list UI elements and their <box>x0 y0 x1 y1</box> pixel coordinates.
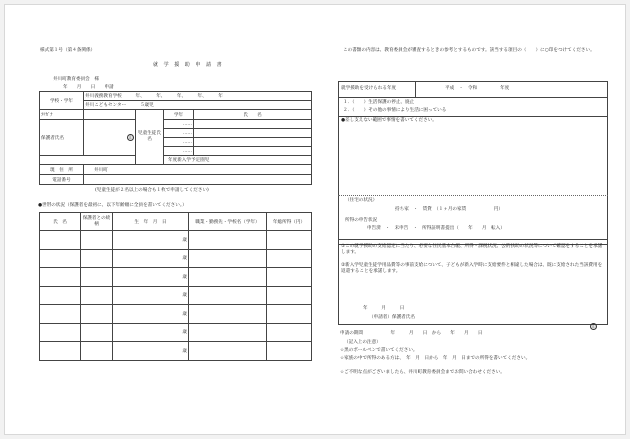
tax-field[interactable]: 申告済 ・ 未申告 ・ 所得証明書提出（ 年 月 転入） <box>367 226 505 231</box>
signature-date[interactable]: 年 月 日 <box>363 306 405 311</box>
hh-cell[interactable] <box>81 249 113 268</box>
hh-cell[interactable] <box>189 231 267 250</box>
hh-cell[interactable] <box>189 268 267 287</box>
hh-cell[interactable] <box>267 268 312 287</box>
furigana-field[interactable] <box>84 110 136 120</box>
application-period: 申請の期間 年 月 日 から 年 月 日 <box>340 331 483 336</box>
hh-cell[interactable] <box>81 342 113 361</box>
hh-cell[interactable] <box>267 323 312 342</box>
reason-option-1[interactable]: １．（ ）生活保護の停止、廃止 <box>343 100 415 105</box>
seal-mark: 印 <box>128 135 133 140</box>
student-grade-field-2[interactable]: …… <box>164 129 194 138</box>
hh-cell[interactable] <box>189 342 267 361</box>
housing-field[interactable]: 持ち家 ・ 賃貸 （１ヶ月の家賃 円） <box>395 207 503 212</box>
hh-birthdate-field[interactable]: 歳 <box>113 268 189 287</box>
household-heading: ●世帯の状況（保護者を最初に、以下年齢順に全員を書いてください。） <box>38 203 187 208</box>
school-row-2: 井川こどもセンター ５歳児 <box>84 101 312 110</box>
student-grade-field-4[interactable]: …… <box>164 147 194 156</box>
hh-cell[interactable] <box>267 286 312 305</box>
hh-cell[interactable] <box>267 249 312 268</box>
divider <box>338 116 608 117</box>
note-item: ☆黒のボールペンで書いてください。 <box>340 348 418 353</box>
hh-header-name: 氏 名 <box>40 213 81 231</box>
hh-birthdate-field[interactable]: 歳 <box>113 305 189 324</box>
hh-cell[interactable] <box>267 231 312 250</box>
hh-cell[interactable] <box>40 268 81 287</box>
hh-birthdate-field[interactable]: 歳 <box>113 249 189 268</box>
student-grade-field-1[interactable]: …… <box>164 120 194 129</box>
school-grade-label: 学校・学年 <box>40 92 84 110</box>
divider <box>415 81 416 97</box>
application-date: 年 月 日 申請 <box>63 85 114 90</box>
student-name-field-1[interactable] <box>194 120 312 129</box>
hh-cell[interactable] <box>81 286 113 305</box>
divider <box>338 195 608 196</box>
table-row <box>40 342 312 361</box>
divider <box>338 97 608 98</box>
furigana-label: ﾌﾘｶﾞﾅ <box>40 110 84 120</box>
application-form <box>4 4 626 435</box>
hh-birthdate-field[interactable]: 歳 <box>113 323 189 342</box>
name-col-header: 氏 名 <box>194 110 312 120</box>
phone-label: 電話番号 <box>40 175 84 185</box>
household-table <box>39 212 312 361</box>
hh-cell[interactable] <box>189 305 267 324</box>
signature-label: （申請者）保護者氏名 <box>369 315 415 320</box>
hh-birthdate-field[interactable]: 歳 <box>113 231 189 250</box>
table-row <box>40 305 312 324</box>
hh-cell[interactable] <box>189 249 267 268</box>
guardian-name-field[interactable] <box>84 120 136 156</box>
hh-cell[interactable] <box>40 249 81 268</box>
hh-cell[interactable] <box>189 286 267 305</box>
hh-header-occupation: 職業・勤務先・学校名（学年） <box>189 213 267 231</box>
notes-heading: （記入上の注意） <box>344 340 381 345</box>
hh-birthdate-field[interactable]: 歳 <box>113 286 189 305</box>
table-row <box>40 286 312 305</box>
guardian-label: 保護者氏名 <box>40 120 84 156</box>
hh-header-income: 年総所得（円） <box>267 213 312 231</box>
hh-cell[interactable] <box>81 323 113 342</box>
hh-cell[interactable] <box>81 268 113 287</box>
address-field[interactable]: 井川町 <box>84 165 312 175</box>
tax-label: 所得の申告状況 <box>345 218 378 223</box>
student-grade-field-3[interactable]: …… <box>164 138 194 147</box>
table-row <box>40 249 312 268</box>
housing-label: （住宅の状況） <box>345 198 378 203</box>
student-label: 児童生徒氏名 <box>136 110 164 165</box>
hh-cell[interactable] <box>267 305 312 324</box>
form-title: 就 学 援 助 申 請 書 <box>153 62 222 68</box>
hh-cell[interactable] <box>40 286 81 305</box>
hh-cell[interactable] <box>40 323 81 342</box>
phone-field[interactable] <box>84 175 312 185</box>
note-item: ☆家族の中で所得のある方は、 年 月 日から 年 月 日までの所得を書いてください。 <box>340 356 531 361</box>
hh-cell[interactable] <box>40 231 81 250</box>
consent-text-1: ①この就学援助の支給認定に当たり、必要な住民基本台帳、所得・課税状況、公的扶助の状況等について確認をすることを承諾します。 <box>341 244 603 256</box>
hh-cell[interactable] <box>189 323 267 342</box>
detail-heading: ●差し支えない範囲で事情を書いてください。 <box>341 118 437 123</box>
reason-year-field[interactable]: 平成 ・ 令和 年度 <box>445 86 510 91</box>
multi-child-note: (児童生徒が２名以上の場合も１枚で申請してください) <box>95 188 209 193</box>
student-name-field-3[interactable] <box>194 138 312 147</box>
household-rows <box>40 231 312 361</box>
student-name-field-2[interactable] <box>194 129 312 138</box>
reason-year-label: 就学援助を受けられる年度 <box>341 86 397 91</box>
table-row <box>40 323 312 342</box>
table-row <box>40 231 312 250</box>
hh-header-birthdate: 生 年 月 日 <box>113 213 189 231</box>
signature-seal: 印 <box>591 324 596 329</box>
hh-cell[interactable] <box>40 305 81 324</box>
reason-box <box>338 81 608 245</box>
table-row <box>40 268 312 287</box>
intro-text: この書類の内容は、教育委員会が審査するときの参考とするものです。該当する項目の（ ）に○印をつけてください。 <box>343 48 595 53</box>
addressee: 井川町教育委員会 様 <box>53 77 99 82</box>
next-year-label: 年度新入学予定園児 <box>164 156 312 165</box>
row-spacer <box>40 156 136 165</box>
hh-birthdate-field[interactable]: 歳 <box>113 342 189 361</box>
hh-header-relation: 保護者との続柄 <box>81 213 113 231</box>
form-number: 様式第１号（第４条関係） <box>40 48 96 53</box>
school-row-1: 井川義務教育学校 年、 年、 年、 年、 年 <box>84 92 312 101</box>
consent-text-2: ②新入学児童生徒学用品費等の事前支給について、子どもが新入学時に支給要件と相違した場合は、既に支給された当該費用を返還することを承諾します。 <box>341 263 603 275</box>
applicant-table <box>39 91 312 185</box>
hh-cell[interactable] <box>81 231 113 250</box>
reason-option-2[interactable]: ２．（ ）その他の事情により生活に困っている <box>343 108 447 113</box>
hh-cell[interactable] <box>267 342 312 361</box>
hh-cell[interactable] <box>40 342 81 361</box>
hh-cell[interactable] <box>81 305 113 324</box>
student-name-field-4[interactable] <box>194 147 312 156</box>
grade-col-header: 学年 <box>164 110 194 120</box>
address-label: 現 住 所 <box>40 165 84 175</box>
note-item: ☆ご不明な点がございましたら、井川町教育委員会までお問い合わせください。 <box>340 370 505 375</box>
